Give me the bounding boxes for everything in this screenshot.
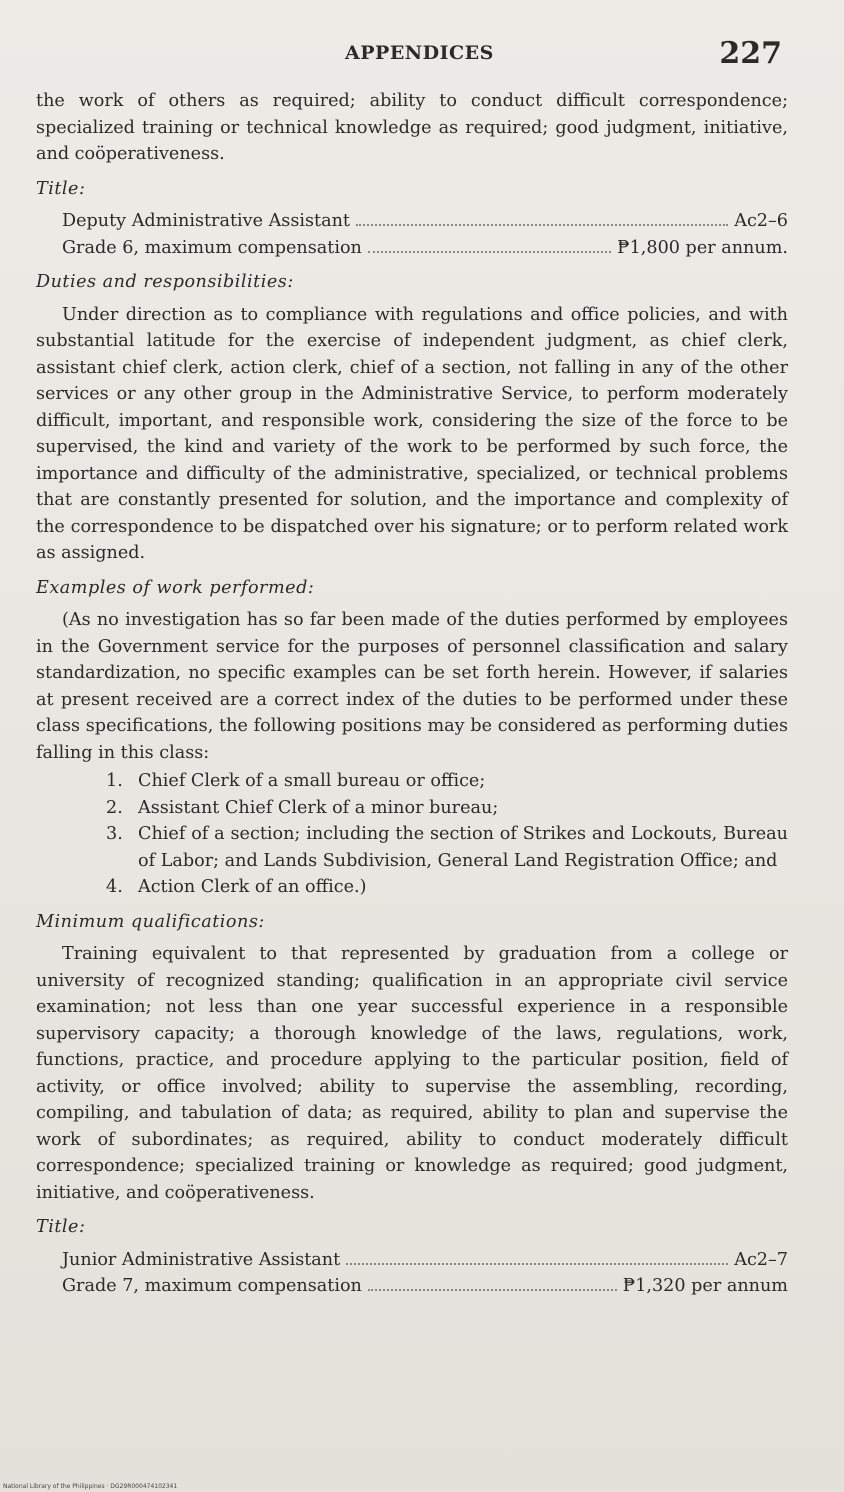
list-item	[106, 768, 788, 795]
list-item-number: 1.	[106, 771, 123, 791]
grade-line	[62, 235, 788, 262]
grade-text: Grade 7, maximum compensation	[62, 1276, 362, 1296]
scan-credit: National Library of the Philippines · DG29R000474102341	[3, 1483, 178, 1490]
list-item	[106, 795, 788, 822]
list-item-text: Chief Clerk of a small bureau or office;	[138, 771, 486, 791]
list-item-text: Action Clerk of an office.)	[138, 877, 367, 897]
title-line	[62, 208, 788, 235]
position-title: Deputy Administrative Assistant	[62, 211, 350, 231]
list-item-number: 4.	[106, 877, 123, 897]
list-item-text: Assistant Chief Clerk of a minor bureau;	[138, 797, 499, 818]
title-line	[62, 1247, 788, 1274]
title-block-deputy	[36, 208, 788, 261]
qualifications-paragraph: Training equivalent to that represented by graduation from a college or university of recognized standing; qualification in an appropriate civil service examination; not less than one year successful experience in a responsible supervisory capacity; a thorough knowledge of the laws, regulations, work, functions, practice, and procedure applying to the particular position, field of activity, or office involved; ability to supervise the assembling, recording, compiling, and tabulation of data; as required, ability to plan and supervise the work of subordinates; as required, ability to conduct moderately difficult correspondence; specialized training or knowledge as required; good judgment, initiative, and coöperativeness.	[36, 944, 788, 1203]
title-label: Title:	[36, 1217, 86, 1237]
list-item	[106, 821, 788, 874]
examples-label: Examples of work performed:	[36, 577, 315, 598]
position-title: Junior Administrative Assistant	[62, 1249, 341, 1270]
class-code: Ac2–7	[734, 1249, 788, 1270]
running-head: APPENDICES	[345, 42, 494, 64]
dot-leader	[356, 224, 728, 226]
class-code: Ac2–6	[734, 211, 788, 231]
grade-text: Grade 6, maximum compensation	[62, 237, 362, 258]
examples-paragraph: (As no investigation has so far been made of the duties performed by employees in the Government service for the purposes of personnel classification and salary standardization, no specific examples can be set forth herein. However, if salaries at present received are a correct index of the duties to be performed under these class specifications, the following positions may be considered as performing duties falling in this class:	[36, 610, 788, 763]
list-item-number: 2.	[106, 797, 123, 818]
grade-line	[62, 1273, 788, 1300]
examples-list	[36, 768, 788, 901]
duties-label: Duties and responsibilities:	[36, 272, 294, 292]
grade-amount: ₱1,800 per annum.	[617, 237, 788, 258]
dot-leader	[368, 1289, 617, 1291]
list-item-text: Chief of a section; including the section of Strikes and Lockouts, Bureau of Labor; and Lands Subdivision, General Land Registration Office; and	[138, 824, 788, 871]
page-body	[36, 88, 788, 1306]
list-item	[106, 874, 788, 901]
grade-amount: ₱1,320 per annum	[622, 1276, 788, 1296]
page-header	[0, 36, 844, 76]
duties-paragraph: Under direction as to compliance with regulations and office policies, and with substantial latitude for the exercise of independent judgment, as chief clerk, assistant chief clerk, action clerk, chief of a section, not falling in any of the other services or any other group in the Administrative Service, to perform moderately difficult, important, and responsible work, considering the size of the force to be supervised, the kind and variety of the work to be performed by such force, the importance and difficulty of the administrative, specialized, or technical problems that are constantly presented for solution, and the importance and complexity of the correspondence to be dispatched over his signature; or to perform related work as assigned.	[36, 304, 788, 563]
intro-paragraph: the work of others as required; ability to conduct difficult correspondence; specialized training or technical knowledge as required; good judgment, initiative, and coöperativeness.	[36, 91, 788, 164]
page-number: 227	[719, 36, 782, 71]
title-label: Title:	[36, 178, 86, 199]
dot-leader	[368, 251, 611, 253]
dot-leader	[346, 1263, 728, 1265]
title-block-junior	[36, 1247, 788, 1300]
list-item-number: 3.	[106, 824, 123, 844]
qualifications-label: Minimum qualifications:	[36, 911, 265, 932]
